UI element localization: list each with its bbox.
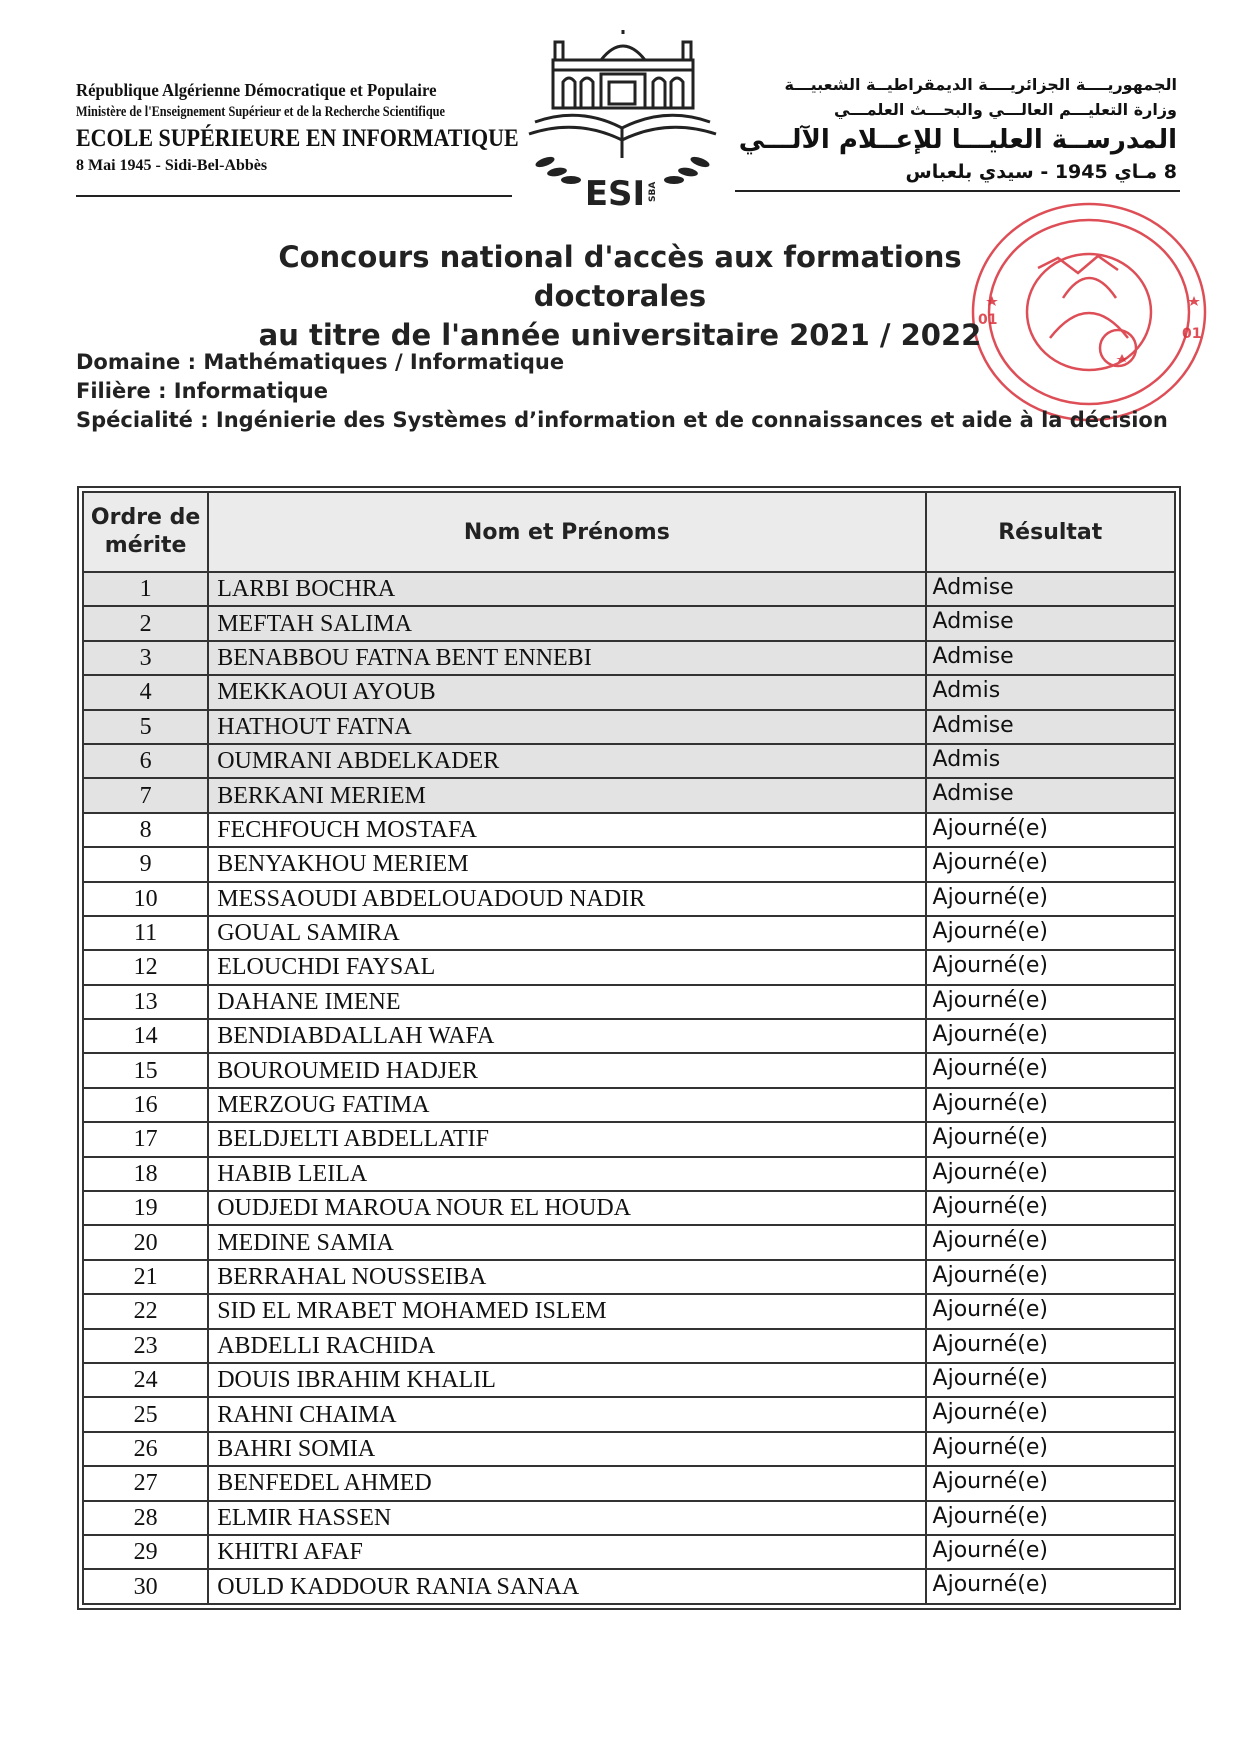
specialite-label: Spécialité : Ingénierie des Systèmes d’information et de connaissances et aide à la décision bbox=[76, 408, 1168, 432]
republic-name: République Algérienne Démocratique et Populaire bbox=[76, 80, 437, 100]
name-cell: ELMIR HASSEN bbox=[208, 1501, 925, 1535]
rank-cell: 20 bbox=[83, 1225, 208, 1259]
name-cell: FECHFOUCH MOSTAFA bbox=[208, 813, 925, 847]
name-cell: DOUIS IBRAHIM KHALIL bbox=[208, 1363, 925, 1397]
rank-cell: 23 bbox=[83, 1329, 208, 1363]
school-address-ar: 8 مـاي 1945 - سيدي بلعباس bbox=[905, 161, 1177, 183]
result-cell: Ajourné(e) bbox=[926, 1397, 1175, 1431]
republic-name-ar: الجمهوريــــة الجزائريــــة الديمقراطيــة الشعبيـــة bbox=[784, 75, 1177, 94]
table-row bbox=[83, 1122, 1175, 1156]
table-header-row bbox=[83, 492, 1175, 572]
table-row bbox=[83, 1466, 1175, 1500]
header-rule-left bbox=[76, 195, 512, 197]
school-name: ECOLE SUPÉRIEURE EN INFORMATIQUE bbox=[76, 125, 519, 152]
result-cell: Ajourné(e) bbox=[926, 1535, 1175, 1569]
result-cell: Ajourné(e) bbox=[926, 985, 1175, 1019]
name-cell: BENFEDEL AHMED bbox=[208, 1466, 925, 1500]
rank-cell: 11 bbox=[83, 916, 208, 950]
result-cell: Admise bbox=[926, 606, 1175, 640]
rank-cell: 15 bbox=[83, 1053, 208, 1087]
rank-cell: 24 bbox=[83, 1363, 208, 1397]
name-cell: BERRAHAL NOUSSEIBA bbox=[208, 1260, 925, 1294]
rank-cell: 25 bbox=[83, 1397, 208, 1431]
ministry-name-ar: وزارة التعليـــم العالـــي والبحـــث العلمـــي bbox=[834, 100, 1177, 119]
result-cell: Ajourné(e) bbox=[926, 1260, 1175, 1294]
result-cell: Ajourné(e) bbox=[926, 882, 1175, 916]
table-row bbox=[83, 1397, 1175, 1431]
table-row bbox=[83, 1329, 1175, 1363]
table-row bbox=[83, 606, 1175, 640]
result-cell: Admise bbox=[926, 710, 1175, 744]
rank-cell: 3 bbox=[83, 641, 208, 675]
ministry-name: Ministère de l'Enseignement Supérieur et de la Recherche Scientifique bbox=[76, 104, 445, 120]
name-cell: MERZOUG FATIMA bbox=[208, 1088, 925, 1122]
name-cell: MEKKAOUI AYOUB bbox=[208, 675, 925, 709]
rank-cell: 1 bbox=[83, 572, 208, 606]
result-cell: Ajourné(e) bbox=[926, 1501, 1175, 1535]
title-line2: au titre de l'année universitaire 2021 / 2022 bbox=[258, 318, 982, 352]
name-cell: HABIB LEILA bbox=[208, 1157, 925, 1191]
results-table bbox=[82, 491, 1176, 1605]
svg-text:01: 01 bbox=[978, 312, 998, 328]
header-rule-right bbox=[735, 190, 1180, 192]
table-row bbox=[83, 1363, 1175, 1397]
name-cell: BOUROUMEID HADJER bbox=[208, 1053, 925, 1087]
results-table-frame bbox=[77, 486, 1181, 1610]
name-cell: ELOUCHDI FAYSAL bbox=[208, 950, 925, 984]
rank-cell: 13 bbox=[83, 985, 208, 1019]
rank-cell: 7 bbox=[83, 778, 208, 812]
name-cell: OUMRANI ABDELKADER bbox=[208, 744, 925, 778]
table-row bbox=[83, 641, 1175, 675]
header-left bbox=[76, 78, 519, 177]
rank-cell: 18 bbox=[83, 1157, 208, 1191]
table-row bbox=[83, 675, 1175, 709]
table-row bbox=[83, 778, 1175, 812]
rank-cell: 21 bbox=[83, 1260, 208, 1294]
name-cell: MEFTAH SALIMA bbox=[208, 606, 925, 640]
name-cell: MESSAOUDI ABDELOUADOUD NADIR bbox=[208, 882, 925, 916]
table-row bbox=[83, 1260, 1175, 1294]
rank-cell: 9 bbox=[83, 847, 208, 881]
table-row bbox=[83, 1225, 1175, 1259]
table-row bbox=[83, 1501, 1175, 1535]
rank-cell: 17 bbox=[83, 1122, 208, 1156]
rank-cell: 30 bbox=[83, 1569, 208, 1603]
header-rank-line2: mérite bbox=[104, 533, 187, 558]
result-cell: Ajourné(e) bbox=[926, 1466, 1175, 1500]
result-cell: Admis bbox=[926, 675, 1175, 709]
result-cell: Ajourné(e) bbox=[926, 916, 1175, 950]
result-cell: Admis bbox=[926, 744, 1175, 778]
title-line1: Concours national d'accès aux formations doctorales bbox=[278, 240, 962, 313]
rank-cell: 4 bbox=[83, 675, 208, 709]
header-rank-line1: Ordre de bbox=[90, 505, 201, 530]
table-row bbox=[83, 1157, 1175, 1191]
table-row bbox=[83, 847, 1175, 881]
name-cell: GOUAL SAMIRA bbox=[208, 916, 925, 950]
table-row bbox=[83, 950, 1175, 984]
name-cell: BENYAKHOU MERIEM bbox=[208, 847, 925, 881]
name-cell: HATHOUT FATNA bbox=[208, 710, 925, 744]
rank-cell: 5 bbox=[83, 710, 208, 744]
rank-cell: 10 bbox=[83, 882, 208, 916]
table-row bbox=[83, 1191, 1175, 1225]
name-cell: MEDINE SAMIA bbox=[208, 1225, 925, 1259]
table-row bbox=[83, 710, 1175, 744]
esi-logo bbox=[505, 30, 740, 212]
logo-text: ESI bbox=[584, 174, 646, 212]
rank-cell: 6 bbox=[83, 744, 208, 778]
rank-cell: 8 bbox=[83, 813, 208, 847]
svg-text:01: 01 bbox=[1182, 326, 1202, 342]
name-cell: LARBI BOCHRA bbox=[208, 572, 925, 606]
rank-cell: 27 bbox=[83, 1466, 208, 1500]
rank-cell: 19 bbox=[83, 1191, 208, 1225]
result-cell: Admise bbox=[926, 778, 1175, 812]
name-cell: BENDIABDALLAH WAFA bbox=[208, 1019, 925, 1053]
result-cell: Ajourné(e) bbox=[926, 1191, 1175, 1225]
result-cell: Ajourné(e) bbox=[926, 847, 1175, 881]
rank-cell: 28 bbox=[83, 1501, 208, 1535]
result-cell: Admise bbox=[926, 641, 1175, 675]
table-row bbox=[83, 1019, 1175, 1053]
rank-cell: 22 bbox=[83, 1294, 208, 1328]
name-cell: BELDJELTI ABDELLATIF bbox=[208, 1122, 925, 1156]
table-row bbox=[83, 1053, 1175, 1087]
header-rank bbox=[83, 492, 208, 572]
name-cell: BAHRI SOMIA bbox=[208, 1432, 925, 1466]
result-cell: Admise bbox=[926, 572, 1175, 606]
name-cell: BENABBOU FATNA BENT ENNEBI bbox=[208, 641, 925, 675]
logo-sub: SBA bbox=[648, 181, 658, 202]
name-cell: KHITRI AFAF bbox=[208, 1535, 925, 1569]
name-cell: SID EL MRABET MOHAMED ISLEM bbox=[208, 1294, 925, 1328]
rank-cell: 14 bbox=[83, 1019, 208, 1053]
school-name-ar: المدرســة العليـــا للإعــلام الآلـــي bbox=[738, 125, 1177, 155]
name-cell: DAHANE IMENE bbox=[208, 985, 925, 1019]
program-info bbox=[76, 348, 1168, 435]
result-cell: Ajourné(e) bbox=[926, 1225, 1175, 1259]
rank-cell: 2 bbox=[83, 606, 208, 640]
result-cell: Ajourné(e) bbox=[926, 1294, 1175, 1328]
result-cell: Ajourné(e) bbox=[926, 1363, 1175, 1397]
result-cell: Ajourné(e) bbox=[926, 1019, 1175, 1053]
filiere-label: Filière : Informatique bbox=[76, 379, 328, 403]
name-cell: OUDJEDI MAROUA NOUR EL HOUDA bbox=[208, 1191, 925, 1225]
table-row bbox=[83, 882, 1175, 916]
result-cell: Ajourné(e) bbox=[926, 1157, 1175, 1191]
result-cell: Ajourné(e) bbox=[926, 1569, 1175, 1603]
rank-cell: 12 bbox=[83, 950, 208, 984]
name-cell: OULD KADDOUR RANIA SANAA bbox=[208, 1569, 925, 1603]
table-row bbox=[83, 744, 1175, 778]
table-row bbox=[83, 1294, 1175, 1328]
result-cell: Ajourné(e) bbox=[926, 1329, 1175, 1363]
table-row bbox=[83, 916, 1175, 950]
header-result: Résultat bbox=[926, 492, 1175, 572]
name-cell: ABDELLI RACHIDA bbox=[208, 1329, 925, 1363]
result-cell: Ajourné(e) bbox=[926, 813, 1175, 847]
header-name: Nom et Prénoms bbox=[208, 492, 925, 572]
rank-cell: 26 bbox=[83, 1432, 208, 1466]
result-cell: Ajourné(e) bbox=[926, 1088, 1175, 1122]
table-row bbox=[83, 1569, 1175, 1603]
domaine-label: Domaine : Mathématiques / Informatique bbox=[76, 350, 565, 374]
table-row bbox=[83, 1088, 1175, 1122]
header-right bbox=[738, 72, 1177, 186]
document-title bbox=[200, 238, 1040, 355]
table-row bbox=[83, 1535, 1175, 1569]
table-row bbox=[83, 813, 1175, 847]
result-cell: Ajourné(e) bbox=[926, 1053, 1175, 1087]
name-cell: RAHNI CHAIMA bbox=[208, 1397, 925, 1431]
result-cell: Ajourné(e) bbox=[926, 1432, 1175, 1466]
table-row bbox=[83, 985, 1175, 1019]
name-cell: BERKANI MERIEM bbox=[208, 778, 925, 812]
rank-cell: 16 bbox=[83, 1088, 208, 1122]
result-cell: Ajourné(e) bbox=[926, 1122, 1175, 1156]
rank-cell: 29 bbox=[83, 1535, 208, 1569]
table-row bbox=[83, 572, 1175, 606]
school-address: 8 Mai 1945 - Sidi-Bel-Abbès bbox=[76, 157, 268, 174]
table-row bbox=[83, 1432, 1175, 1466]
result-cell: Ajourné(e) bbox=[926, 950, 1175, 984]
